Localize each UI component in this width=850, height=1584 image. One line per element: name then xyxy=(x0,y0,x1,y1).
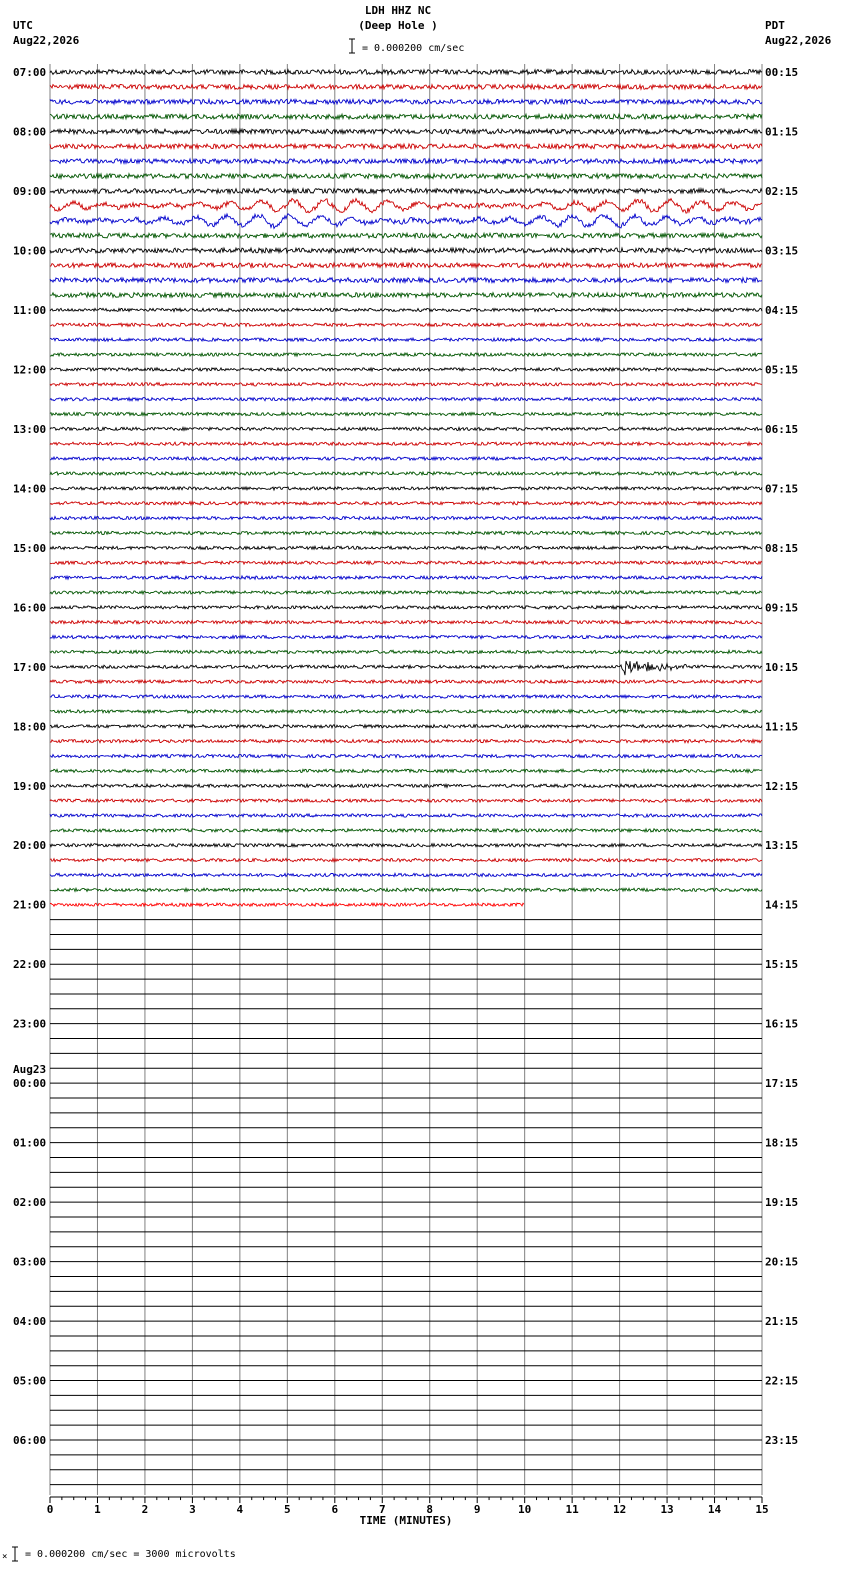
seismic-trace xyxy=(50,442,762,445)
utc-hour-label: 11:00 xyxy=(13,303,47,317)
utc-hour-label: 19:00 xyxy=(13,779,47,793)
left-date: Aug22,2026 xyxy=(13,34,80,47)
utc-hour-label: 12:00 xyxy=(13,363,47,377)
seismic-trace xyxy=(50,695,762,698)
seismic-trace xyxy=(50,338,762,341)
seismic-trace xyxy=(50,814,762,817)
seismic-trace xyxy=(50,769,762,772)
seismic-trace xyxy=(50,214,762,229)
seismic-trace xyxy=(50,531,762,534)
utc-hour-label: 16:00 xyxy=(13,601,47,615)
utc-hour-label: 15:00 xyxy=(13,541,47,555)
seismic-trace xyxy=(50,144,762,149)
utc-hour-label: 09:00 xyxy=(13,184,47,198)
utc-hour-label: 00:00 xyxy=(13,1077,47,1091)
x-tick-label: 11 xyxy=(565,1503,579,1517)
seismic-trace xyxy=(50,263,762,268)
utc-hour-label: 04:00 xyxy=(13,1315,47,1329)
seismic-trace xyxy=(50,323,762,326)
seismic-trace xyxy=(50,114,762,119)
seismic-trace xyxy=(50,308,762,311)
seismic-trace xyxy=(50,70,762,75)
seismic-trace xyxy=(50,725,762,728)
x-tick-label: 6 xyxy=(331,1503,339,1517)
x-tick-label: 9 xyxy=(473,1503,481,1517)
seismic-trace xyxy=(50,680,762,683)
seismic-trace xyxy=(50,829,762,832)
right-date: Aug22,2026 xyxy=(765,34,832,47)
seismic-trace xyxy=(50,888,762,891)
x-tick-label: 1 xyxy=(94,1503,101,1517)
utc-hour-label: 21:00 xyxy=(13,898,47,912)
pdt-hour-label: 02:15 xyxy=(765,184,799,198)
seismic-trace xyxy=(50,248,762,253)
utc-hour-label: 18:00 xyxy=(13,720,47,734)
pdt-hour-label: 15:15 xyxy=(765,958,799,972)
x-tick-label: 3 xyxy=(189,1503,196,1517)
seismic-trace xyxy=(50,159,762,164)
utc-hour-label: 17:00 xyxy=(13,660,47,674)
seismic-trace xyxy=(50,427,762,430)
seismic-trace xyxy=(50,278,762,283)
x-tick-label: 14 xyxy=(707,1503,722,1517)
utc-hour-label: 02:00 xyxy=(13,1196,47,1210)
station-location: (Deep Hole ) xyxy=(358,19,438,32)
x-tick-label: 13 xyxy=(660,1503,674,1517)
utc-hour-label: 10:00 xyxy=(13,244,47,258)
seismic-trace xyxy=(50,784,762,787)
utc-hour-label: 07:00 xyxy=(13,66,47,79)
pdt-hour-label: 03:15 xyxy=(765,244,799,258)
trace-group xyxy=(50,70,762,1485)
seismic-trace xyxy=(50,99,762,104)
scale-bar-icon xyxy=(349,39,355,53)
utc-hour-label: 01:00 xyxy=(13,1136,47,1150)
x-tick-label: 0 xyxy=(46,1503,54,1517)
pdt-hour-label: 18:15 xyxy=(765,1136,799,1150)
pdt-hour-label: 20:15 xyxy=(765,1255,799,1269)
seismic-trace xyxy=(50,621,762,624)
seismic-trace xyxy=(50,412,762,415)
seismic-trace xyxy=(50,198,762,213)
pdt-hour-label: 01:15 xyxy=(765,125,799,139)
x-tick-label: 8 xyxy=(426,1503,434,1517)
pdt-hour-label: 16:15 xyxy=(765,1017,799,1031)
seismic-trace xyxy=(50,472,762,475)
x-tick-label: 5 xyxy=(284,1503,291,1517)
seismic-trace xyxy=(50,859,762,862)
seismic-trace xyxy=(50,174,762,179)
seismic-trace xyxy=(50,85,762,90)
footer-scale-icon xyxy=(2,1545,22,1565)
time-axis xyxy=(47,1497,769,1527)
pdt-hour-label: 06:15 xyxy=(765,422,799,436)
seismic-trace xyxy=(50,457,762,460)
utc-hour-label: 08:00 xyxy=(13,125,47,139)
utc-hour-label: 03:00 xyxy=(13,1255,47,1269)
x-tick-label: 10 xyxy=(518,1503,532,1517)
station-title: LDH HHZ NC xyxy=(364,4,432,17)
seismic-trace xyxy=(50,576,762,579)
pdt-hour-label: 22:15 xyxy=(765,1374,799,1388)
seismic-trace xyxy=(50,591,762,594)
seismic-trace xyxy=(50,368,762,371)
pdt-hour-label: 09:15 xyxy=(765,601,799,615)
utc-hour-label: 22:00 xyxy=(13,958,47,972)
seismic-trace xyxy=(50,293,762,298)
pdt-hour-label: 07:15 xyxy=(765,482,799,496)
pdt-hour-label: 21:15 xyxy=(765,1315,799,1329)
pdt-hour-label: 13:15 xyxy=(765,839,799,853)
seismic-trace xyxy=(50,844,762,847)
seismic-trace xyxy=(50,189,762,194)
svg-text:×: × xyxy=(2,1552,8,1562)
seismic-trace xyxy=(50,740,762,743)
utc-hour-label: 23:00 xyxy=(13,1017,47,1031)
utc-hour-label: 14:00 xyxy=(13,482,47,496)
footer-scale-note: = 0.000200 cm/sec = 3000 microvolts xyxy=(25,1549,236,1560)
utc-hour-label: 13:00 xyxy=(13,422,47,436)
seismic-trace xyxy=(50,129,762,134)
pdt-hour-label: 10:15 xyxy=(765,660,799,674)
seismic-trace xyxy=(50,710,762,713)
seismic-trace xyxy=(50,650,762,653)
scale-label: = 0.000200 cm/sec xyxy=(362,43,465,54)
seismic-trace xyxy=(50,233,762,238)
left-timezone: UTC xyxy=(13,19,33,32)
seismic-trace xyxy=(50,398,762,401)
seismic-trace xyxy=(50,754,762,757)
pdt-hour-label: 14:15 xyxy=(765,898,799,912)
pdt-hour-label: 11:15 xyxy=(765,720,799,734)
seismic-trace xyxy=(50,487,762,490)
seismic-trace xyxy=(50,661,762,675)
pdt-hour-label: 19:15 xyxy=(765,1196,799,1210)
utc-hour-label: 05:00 xyxy=(13,1374,47,1388)
pdt-hour-label: 12:15 xyxy=(765,779,799,793)
x-axis-title: TIME (MINUTES) xyxy=(359,1514,453,1528)
seismic-trace xyxy=(50,636,762,639)
x-tick-label: 2 xyxy=(141,1503,149,1517)
pdt-hour-label: 23:15 xyxy=(765,1434,799,1448)
pdt-hour-label: 08:15 xyxy=(765,541,799,555)
pdt-hour-label: 04:15 xyxy=(765,303,799,317)
seismic-trace xyxy=(50,353,762,356)
seismic-trace xyxy=(50,383,762,386)
seismic-trace xyxy=(50,517,762,520)
right-timezone: PDT xyxy=(765,19,785,32)
seismic-trace xyxy=(50,799,762,802)
utc-hour-label: 20:00 xyxy=(13,839,47,853)
pdt-hour-label: 17:15 xyxy=(765,1077,799,1091)
x-tick-label: 4 xyxy=(236,1503,244,1517)
seismic-trace xyxy=(50,502,762,505)
pdt-hour-label: 00:15 xyxy=(765,66,799,79)
utc-hour-label: 06:00 xyxy=(13,1434,47,1448)
x-tick-label: 7 xyxy=(378,1503,386,1517)
utc-date-label: Aug23 xyxy=(13,1063,47,1077)
seismic-trace xyxy=(50,561,762,564)
seismic-trace xyxy=(50,546,762,549)
x-tick-label: 15 xyxy=(755,1503,769,1517)
x-tick-label: 12 xyxy=(612,1503,627,1517)
seismic-trace xyxy=(50,873,762,876)
seismic-trace xyxy=(50,606,762,609)
pdt-hour-label: 05:15 xyxy=(765,363,799,377)
